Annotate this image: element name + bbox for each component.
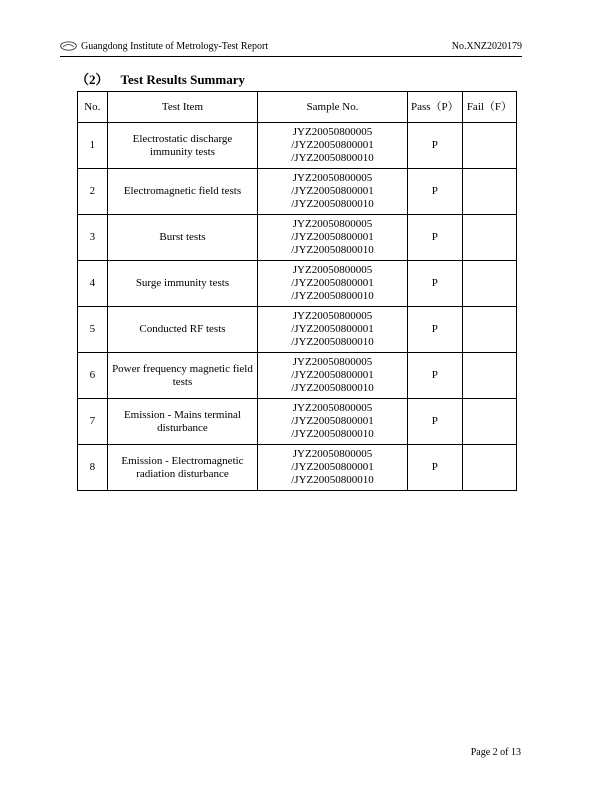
cell-test-item: Power frequency magnetic field tests <box>107 353 258 399</box>
column-header-test-item: Test Item <box>107 92 258 123</box>
sample-number: /JYZ20050800010 <box>291 244 374 256</box>
sample-number: JYZ20050800005 <box>292 218 373 230</box>
table-row <box>78 353 517 399</box>
cell-test-item: Burst tests <box>107 215 258 261</box>
cell-sample-no <box>258 123 408 169</box>
table-row <box>78 215 517 261</box>
cell-no: 3 <box>78 215 108 261</box>
sample-number: /JYZ20050800010 <box>291 336 374 348</box>
sample-number: /JYZ20050800010 <box>291 152 374 164</box>
table-row <box>78 123 517 169</box>
sample-number: /JYZ20050800010 <box>291 290 374 302</box>
cell-sample-no <box>258 169 408 215</box>
column-header-fail: Fail（F） <box>462 92 516 123</box>
sample-number: JYZ20050800005 <box>292 172 373 184</box>
cell-no: 4 <box>78 261 108 307</box>
cell-no: 6 <box>78 353 108 399</box>
table-body <box>78 123 517 491</box>
cell-fail <box>462 261 516 307</box>
cell-fail <box>462 215 516 261</box>
test-results-table <box>77 91 517 491</box>
sample-number: /JYZ20050800010 <box>291 474 374 486</box>
cell-test-item: Electrostatic discharge immunity tests <box>107 123 258 169</box>
column-header-no: No. <box>78 92 108 123</box>
cell-no: 5 <box>78 307 108 353</box>
organization-name: Guangdong Institute of Metrology-Test Report <box>81 41 269 52</box>
sample-number: /JYZ20050800010 <box>291 428 374 440</box>
cell-pass: P <box>407 445 462 491</box>
cell-no: 7 <box>78 399 108 445</box>
table-row <box>78 169 517 215</box>
sample-number: /JYZ20050800001 <box>291 231 374 243</box>
sample-number: JYZ20050800005 <box>292 402 373 414</box>
table-header-row <box>78 92 517 123</box>
cell-no: 1 <box>78 123 108 169</box>
page-header <box>60 40 522 57</box>
report-number: No.XNZ2020179 <box>451 41 522 52</box>
cell-pass: P <box>407 353 462 399</box>
cell-sample-no <box>258 353 408 399</box>
column-header-sample-no: Sample No. <box>258 92 408 123</box>
cell-test-item: Conducted RF tests <box>107 307 258 353</box>
cell-pass: P <box>407 169 462 215</box>
sample-number: /JYZ20050800001 <box>291 277 374 289</box>
institute-logo-icon <box>60 41 77 51</box>
sample-number: JYZ20050800005 <box>292 356 373 368</box>
cell-sample-no <box>258 261 408 307</box>
sample-number: /JYZ20050800001 <box>291 185 374 197</box>
table-row <box>78 399 517 445</box>
cell-fail <box>462 169 516 215</box>
cell-no: 8 <box>78 445 108 491</box>
cell-test-item: Emission - Electromagnetic radiation disturbance <box>107 445 258 491</box>
page-number: Page 2 of 13 <box>470 747 521 758</box>
cell-fail <box>462 353 516 399</box>
table-row <box>78 307 517 353</box>
cell-sample-no <box>258 215 408 261</box>
cell-pass: P <box>407 123 462 169</box>
cell-sample-no <box>258 307 408 353</box>
sample-number: /JYZ20050800001 <box>291 323 374 335</box>
section-title-text: Test Results Summary <box>120 72 245 87</box>
cell-fail <box>462 399 516 445</box>
cell-pass: P <box>407 307 462 353</box>
section-number: （2） <box>76 72 109 87</box>
section-title <box>76 69 245 88</box>
cell-fail <box>462 445 516 491</box>
sample-number: JYZ20050800005 <box>292 126 373 138</box>
sample-number: JYZ20050800005 <box>292 264 373 276</box>
column-header-pass: Pass（P） <box>407 92 462 123</box>
sample-number: JYZ20050800005 <box>292 448 373 460</box>
cell-pass: P <box>407 399 462 445</box>
cell-pass: P <box>407 215 462 261</box>
cell-sample-no <box>258 399 408 445</box>
cell-no: 2 <box>78 169 108 215</box>
cell-sample-no <box>258 445 408 491</box>
cell-pass: P <box>407 261 462 307</box>
cell-test-item: Surge immunity tests <box>107 261 258 307</box>
sample-number: /JYZ20050800001 <box>291 415 374 427</box>
sample-number: /JYZ20050800001 <box>291 369 374 381</box>
sample-number: /JYZ20050800010 <box>291 198 374 210</box>
cell-fail <box>462 123 516 169</box>
cell-test-item: Electromagnetic field tests <box>107 169 258 215</box>
cell-test-item: Emission - Mains terminal disturbance <box>107 399 258 445</box>
cell-fail <box>462 307 516 353</box>
sample-number: JYZ20050800005 <box>292 310 373 322</box>
table-row <box>78 261 517 307</box>
table-row <box>78 445 517 491</box>
sample-number: /JYZ20050800010 <box>291 382 374 394</box>
sample-number: /JYZ20050800001 <box>291 139 374 151</box>
sample-number: /JYZ20050800001 <box>291 461 374 473</box>
